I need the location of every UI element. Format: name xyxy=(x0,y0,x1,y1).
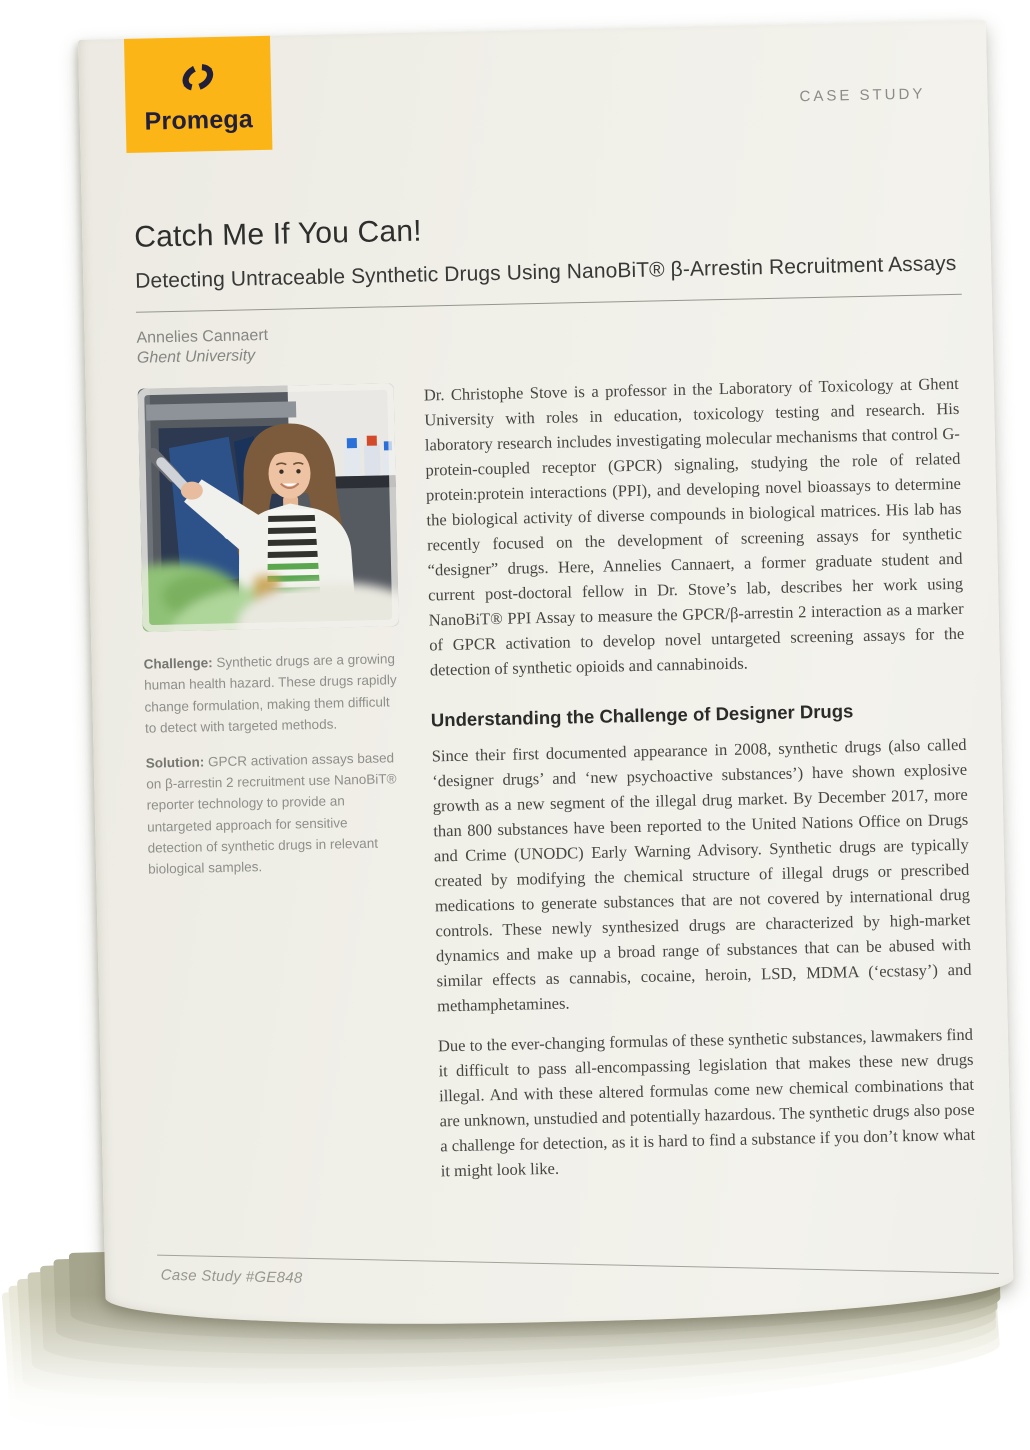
header-divider xyxy=(136,294,962,313)
article-column xyxy=(424,371,977,1198)
scientist-photo xyxy=(138,383,399,632)
challenge-text: Synthetic drugs are a growing human health hazard. These drugs rapidly change formulation, making them difficult to detect with targeted methods. xyxy=(143,651,397,736)
page-title: Catch Me If You Can! xyxy=(133,214,423,254)
content-columns xyxy=(138,371,977,1205)
solution-note xyxy=(146,747,405,881)
challenge-label: Challenge: xyxy=(143,655,213,672)
promega-logo-icon xyxy=(174,53,221,100)
solution-label: Solution: xyxy=(145,754,205,771)
page-subtitle: Detecting Untraceable Synthetic Drugs Using NanoBiT® β-Arrestin Recruitment Assays xyxy=(135,251,957,293)
body-paragraph: Due to the ever-changing formulas of these synthetic substances, lawmakers find it difficult to pass all-encompassing legislation that makes these new drugs illegal. And with these altered formulas come new chemical combinations that are unknown, unstudied and potentially hazardous. The synthetic drugs also pose a challenge for detection, as it is hard to find a substance if you don’t know what it might look like. xyxy=(437,1024,976,1181)
page-footer xyxy=(157,1255,999,1302)
promega-logo-block xyxy=(124,36,272,153)
footer-text: Case Study #GE848 xyxy=(160,1266,303,1287)
brand-name: Promega xyxy=(144,104,254,136)
intro-paragraph: Dr. Christophe Stove is a professor in the Laboratory of Toxicology at Ghent University with roles in education, toxicology testing and research. His laboratory research includes investigating molecular mechanisms that control G-protein-coupled receptor (GPCR) signaling, studying the role of related protein:protein interactions (PPI), and developing novel bioassays to determine the biological activity of diverse compounds in biological matrices. His lab has recently focused on the development of screening assays for synthetic “designer” drugs. Here, Annelies Cannaert, a former graduate student and current post-doctoral fellow in Dr. Stove’s lab, describes her work using NanoBiT® PPI Assay to measure the GPCR/β-arrestin 2 interaction as a marker of GPCR activation to develop novel untargeted screening assays for the detection of synthetic opioids and cannabinoids. xyxy=(423,373,965,680)
challenge-note xyxy=(143,648,401,739)
author-name: Annelies Cannaert xyxy=(136,326,269,347)
author-affiliation: Ghent University xyxy=(136,347,256,368)
document-header xyxy=(134,203,963,368)
case-study-page xyxy=(78,20,1014,1332)
section-heading: Understanding the Challenge of Designer Drugs xyxy=(430,700,854,731)
body-paragraph: Since their first documented appearance in 2008, synthetic drugs (also called ‘designer drugs’ and ‘new psychoactive substances’) have shown explosive growth as a new segment of the illegal drug market. By December 2017, more than 800 substances have been reported to the United Nations Office on Drugs and Crime (UNODC) Early Warning Advisory. Synthetic drugs are typically created by modifying the chemical structure of illegal drugs or prescribed medications to generate substances that are not covered by international drug controls. These newly synthesized drugs are characterized by high-market dynamics and make up a broad range of substances that can be abused with similar effects as cannabis, cocaine, heroin, LSD, MDMA (‘ecstasy’) and methamphetamines. xyxy=(431,734,972,1016)
solution-text: GPCR activation assays based on β-arrestin 2 recruitment use NanoBiT® reporter technology to provide an untargeted approach for sensitive detection of synthetic drugs in relevant biological samples. xyxy=(146,750,397,878)
case-study-label: CASE STUDY xyxy=(799,85,926,106)
sidebar-column xyxy=(138,383,412,1204)
